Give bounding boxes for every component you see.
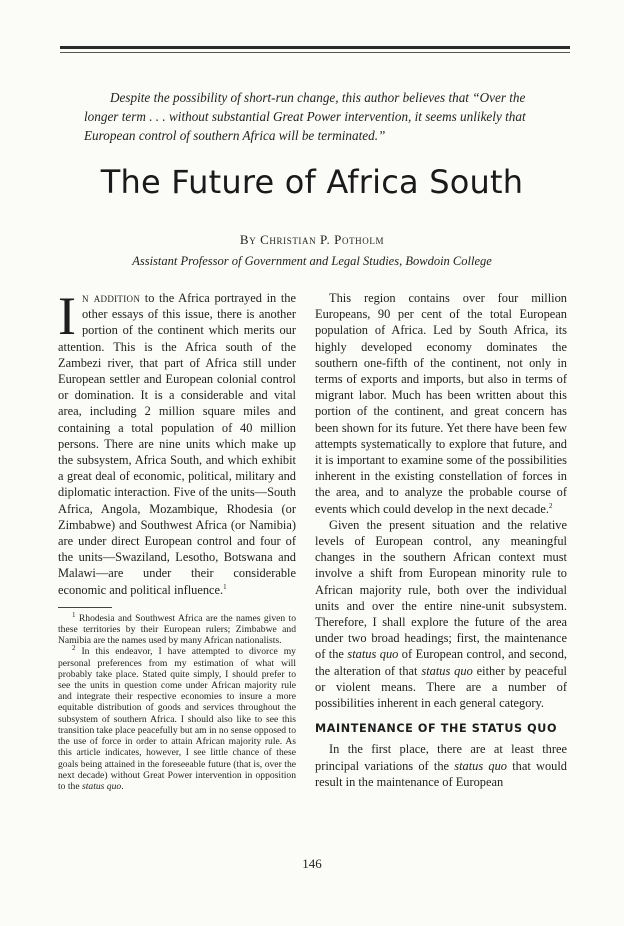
- footnote-ref-1: 1: [223, 582, 227, 591]
- right-paragraph-2-c: either by peaceful or violent means. There are a number of possibilities inherent in each general category.: [315, 663, 567, 711]
- footnote-2-end: .: [121, 780, 124, 792]
- footnote-1: [58, 610, 296, 647]
- right-paragraph-3-a: In the first place, there are at least three principal variations of the: [315, 742, 567, 773]
- right-paragraph-1: [315, 290, 567, 517]
- footnote-2-mark: 2: [72, 644, 76, 653]
- footnote-rule: [58, 607, 112, 608]
- right-paragraph-2-italic-2: status quo: [421, 663, 473, 678]
- footnote-1-text: Rhodesia and Southwest Africa are the names given to these territories by their European rulers; Zimbabwe and Namibia are the names used by many African nationalists.: [58, 612, 296, 647]
- right-paragraph-2-b: of European control, and second, the alteration of that: [315, 647, 567, 678]
- right-paragraph-3: [315, 741, 567, 790]
- right-paragraph-3-italic: status quo: [454, 758, 507, 773]
- right-paragraph-1-text: This region contains over four million Europeans, 90 per cent of the total European population of Africa. Led by South Africa, its highly developed economy dominates the southern one-fifth of the continent, not only in terms of exports and imports, but also in terms of migrant labor. Much has been written about this portion of the continent, and great concern has been shown for its future. Yet there have been few attempts systematically to explore that future, and it is important to examine some of the possibilities inherent in the existing constellation of forces in the area, and to analyze the probable course of events which could develop in the next decade.: [315, 291, 567, 516]
- author-affiliation: Assistant Professor of Government and Legal Studies, Bowdoin College: [132, 254, 492, 268]
- drop-cap: I: [58, 286, 76, 346]
- intro-blurb: Despite the possibility of short-run change, this author believes that “Over the longer term . . . without substantial Great Power intervention, it seems unlikely that European control of southern Africa will be terminated.”: [84, 90, 526, 143]
- right-paragraph-2-italic-1: status quo: [347, 647, 399, 662]
- footnote-2-italic: status quo: [82, 780, 122, 792]
- footnote-ref-2: 2: [548, 501, 553, 510]
- right-paragraph-2: [315, 517, 567, 711]
- footnote-2: [58, 646, 296, 792]
- left-column: [58, 286, 296, 792]
- section-heading: MAINTENANCE OF THE STATUS QUO: [315, 722, 558, 736]
- left-paragraph-1-text: to the Africa portrayed in the other essays of this issue, there is another portion of the continent which merits our attention. This is the Africa south of the Zambezi river, that part of Africa still under European settler and European colonial control or domination. It is a considerable and vital area, including 2 million square miles and containing a total population of 40 million persons. There are nine units which make up the subsystem, Africa South, and which exhibit a great deal of economic, political, military and diplomatic interaction. Five of the units—South Africa, Angola, Mozambique, Rhodesia (or Zimbabwe) and Southwest Africa (or Namibia) are under direct European control and four of the units—Swaziland, Lesotho, Botswana and Malawi—are under their considerable economic and political influence.: [58, 291, 296, 597]
- right-paragraph-2-a: Given the present situation and the relative levels of European control, any meaningful changes in the southern African context must involve a shift from European minority rule to African majority rule, both over the individual units and over the entire nine-unit subsystem. Therefore, I shall explore the future of the area under two broad headings; first, the maintenance of the: [315, 517, 567, 662]
- footnote-2-text: In this endeavor, I have attempted to divorce my personal preferences from my estimation of what will probably take place. Stated quite simply, I should prefer to see the units in question come under African majority rule and integrate their respective economies to insure a more equitable distribution of goods and services throughout the subsystem of southern Africa. I should also like to see this transition take place peacefully but am in no sense opposed to the use of force in order to attain African majority rule. As this article indicates, however, I see little chance of these goals being attained in the foreseeable future (that is, over the next decade) without Great Power intervention in opposition to the: [58, 646, 296, 792]
- page-number: 146: [302, 856, 322, 871]
- lead-smallcaps: n addition: [81, 291, 141, 305]
- article-title: The Future of Africa South: [100, 163, 524, 201]
- top-rule-thin: [60, 52, 570, 53]
- top-rule: [60, 46, 570, 49]
- left-paragraph-1: [58, 286, 296, 598]
- right-paragraph-3-b: that would result in the maintenance of European: [315, 758, 567, 789]
- footnote-1-mark: 1: [72, 610, 76, 619]
- author-byline: By Christian P. Potholm: [239, 232, 385, 247]
- right-column: [315, 290, 567, 790]
